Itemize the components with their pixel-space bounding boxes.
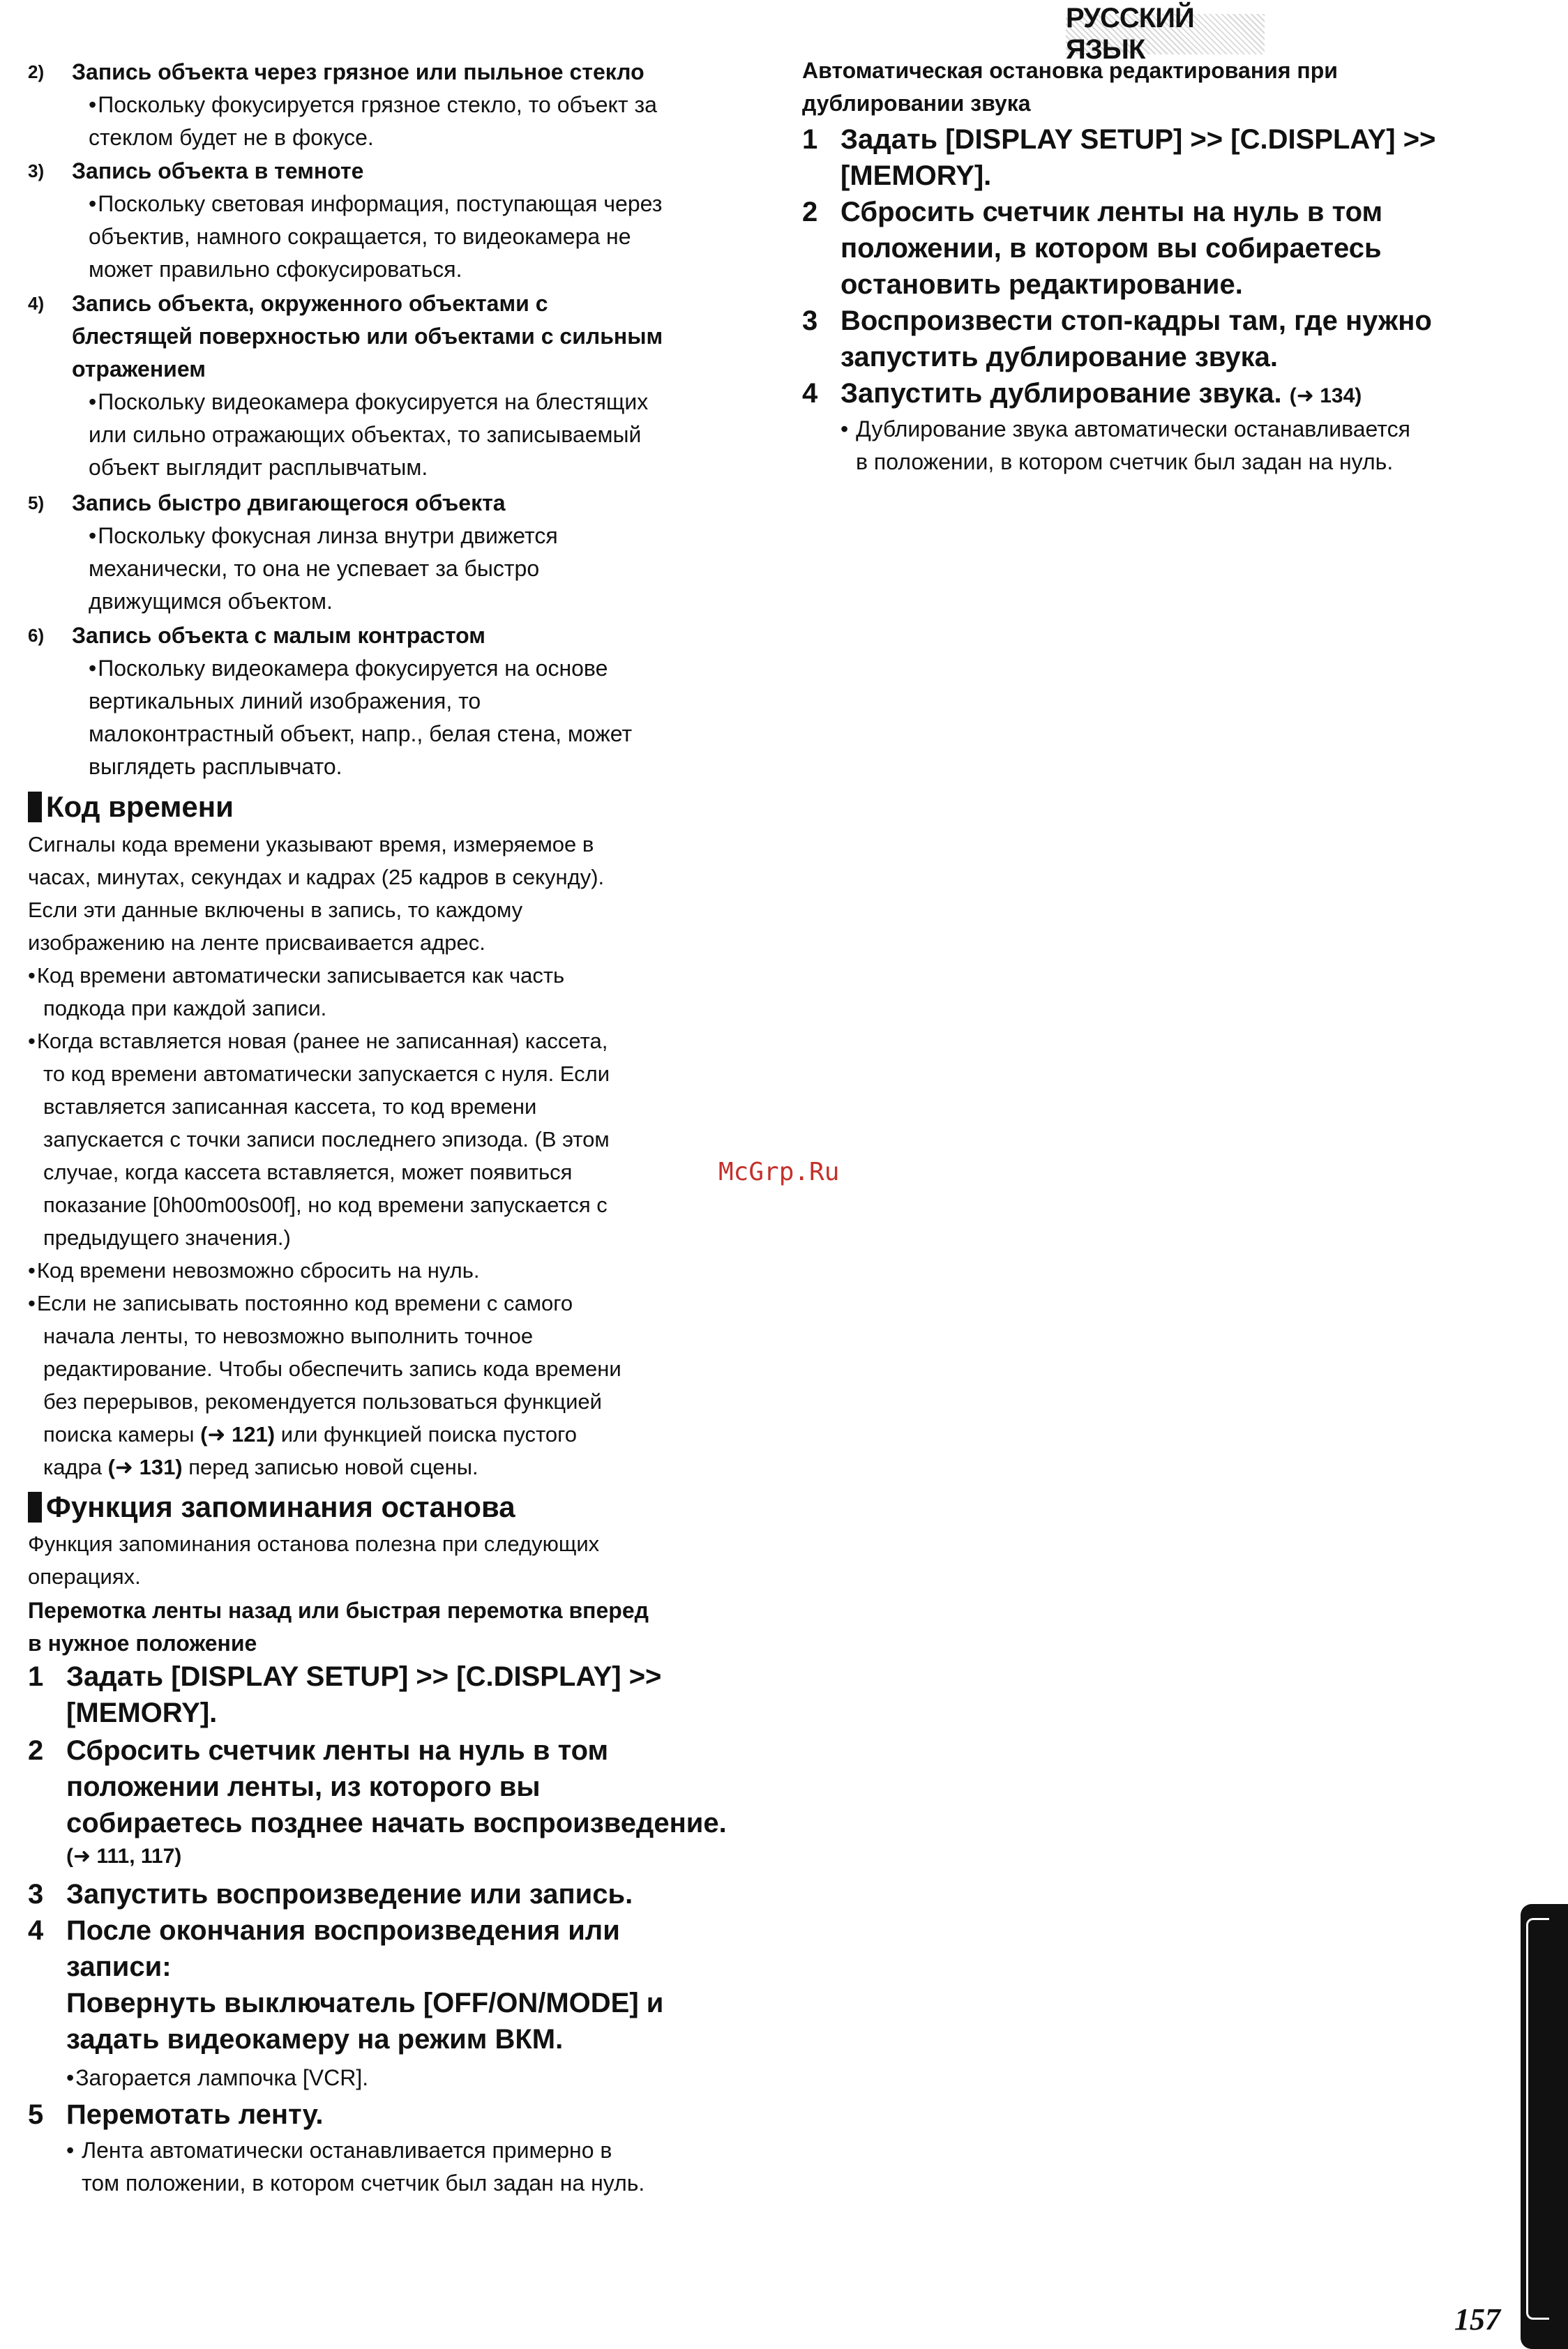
text-line: Сбросить счетчик ленты на нуль в том bbox=[840, 197, 1383, 227]
item-number: 4) bbox=[28, 293, 45, 314]
item-number: 6) bbox=[28, 625, 45, 646]
text-line: изображению на ленте присваивается адрес. bbox=[28, 930, 485, 955]
text-line: или сильно отражающих объектах, то записываемый bbox=[89, 422, 642, 447]
text-line: Перемотка ленты назад или быстрая перемотка вперед bbox=[28, 1598, 649, 1623]
step-number: 4 bbox=[802, 378, 818, 409]
text-line: запускается с точки записи последнего эпизода. (В этом bbox=[43, 1127, 610, 1151]
text-line: Функция запоминания останова полезна при следующих bbox=[28, 1532, 600, 1556]
text-line: положении, в котором вы собираетесь bbox=[840, 233, 1382, 264]
page-reference: (➜ 121) bbox=[200, 1422, 276, 1447]
step-note bbox=[840, 413, 1410, 478]
item-title: Запись быстро двигающегося объекта bbox=[72, 490, 506, 515]
step-note: • Загорается лампочка [VCR]. bbox=[66, 2062, 368, 2094]
heading-text: Код времени bbox=[46, 790, 234, 823]
text-line: показание [0h00m00s00f], но код времени запускается с bbox=[43, 1193, 608, 1217]
text-line: Задать [DISPLAY SETUP] >> [C.DISPLAY] >> bbox=[66, 1661, 662, 1692]
side-tab-border bbox=[1526, 1918, 1549, 2320]
text-line: • Код времени невозможно сбросить на нуль. bbox=[28, 1254, 621, 1287]
step-item bbox=[802, 303, 1432, 375]
item-text bbox=[89, 188, 662, 286]
text-line: Лента автоматически останавливается примерно в bbox=[82, 2138, 612, 2163]
step-text bbox=[840, 303, 1432, 375]
text-line: записи: bbox=[66, 1951, 172, 1982]
page-reference: (➜ 131) bbox=[107, 1455, 183, 1479]
text-line: подкода при каждой записи. bbox=[43, 996, 327, 1020]
step-text bbox=[66, 1876, 633, 1912]
section-heading-timecode bbox=[28, 790, 234, 824]
text-line: Задать [DISPLAY SETUP] >> [C.DISPLAY] >> bbox=[840, 124, 1436, 155]
text-line: том положении, в котором счетчик был задан на нуль. bbox=[82, 2170, 645, 2196]
step-text bbox=[66, 1732, 727, 1872]
list-item bbox=[28, 155, 662, 286]
text-line: Запустить дублирование звука. bbox=[840, 378, 1282, 409]
text-line: Повернуть выключатель [OFF/ON/MODE] и bbox=[66, 1988, 664, 2018]
heading-marker bbox=[28, 792, 42, 822]
page-number: 157 bbox=[1454, 2302, 1500, 2336]
step-item bbox=[28, 2097, 324, 2133]
step-item bbox=[28, 1732, 727, 1872]
text-line: без перерывов, рекомендуется пользоваться функцией bbox=[43, 1389, 602, 1414]
text-fragment: перед записью новой сцены. bbox=[182, 1455, 478, 1479]
list-item bbox=[28, 56, 657, 154]
item-number: 2) bbox=[28, 61, 45, 82]
text-line: • Когда вставляется новая (ранее не записанная) кассета, bbox=[28, 1025, 621, 1057]
text-line: вставляется записанная кассета, то код времени bbox=[43, 1094, 537, 1119]
text-line: в положении, в котором счетчик был задан на нуль. bbox=[856, 449, 1394, 474]
step-number: 3 bbox=[802, 305, 818, 336]
text-line: Перемотать ленту. bbox=[66, 2099, 324, 2130]
step-number: 2 bbox=[28, 1735, 44, 1766]
step-number: 3 bbox=[28, 1879, 44, 1910]
item-text bbox=[89, 652, 632, 783]
language-header: РУССКИЙ ЯЗЫК bbox=[1066, 14, 1265, 54]
list-item bbox=[28, 487, 558, 618]
item-title: Запись объекта в темноте bbox=[72, 158, 364, 183]
text-line: Автоматическая остановка редактирования при bbox=[802, 58, 1338, 83]
text-line: Сбросить счетчик ленты на нуль в том bbox=[66, 1735, 609, 1766]
text-line bbox=[28, 1418, 621, 1451]
text-line: • Если не записывать постоянно код времени с самого bbox=[28, 1287, 621, 1320]
text-line: положении ленты, из которого вы bbox=[66, 1772, 541, 1802]
item-number: 5) bbox=[28, 492, 45, 513]
text-line: Запустить воспроизведение или запись. bbox=[66, 1879, 633, 1910]
text-line: малоконтрастный объект, напр., белая стена, может bbox=[89, 721, 633, 746]
text-line: предыдущего значения.) bbox=[43, 1225, 291, 1250]
text-line: • Код времени автоматически записывается как часть bbox=[28, 959, 621, 992]
title-line: блестящей поверхностью или объектами с сильным bbox=[72, 324, 663, 349]
item-text bbox=[89, 89, 657, 154]
text-line: объект выглядит расплывчатым. bbox=[89, 455, 428, 480]
text-line: запустить дублирование звука. bbox=[840, 342, 1278, 372]
text-line: редактирование. Чтобы обеспечить запись кода времени bbox=[43, 1357, 621, 1381]
step-text bbox=[840, 121, 1435, 194]
step-number: 2 bbox=[802, 197, 818, 227]
item-title: Запись объекта с малым контрастом bbox=[72, 623, 485, 648]
text-line: то код времени автоматически запускается с нуля. Если bbox=[43, 1062, 610, 1086]
item-text bbox=[89, 386, 663, 484]
list-item bbox=[28, 287, 663, 484]
text-line bbox=[28, 1451, 621, 1483]
step-item bbox=[28, 1659, 661, 1731]
text-line: начала ленты, то невозможно выполнить точное bbox=[43, 1324, 534, 1348]
step-item bbox=[802, 375, 1362, 414]
bullet-item bbox=[28, 1254, 621, 1287]
bullet-item bbox=[28, 1287, 621, 1483]
step-number: 5 bbox=[28, 2099, 44, 2130]
step-number: 4 bbox=[28, 1915, 44, 1946]
section-heading-memory bbox=[28, 1490, 515, 1525]
item-title: Запись объекта через грязное или пыльное стекло bbox=[72, 59, 644, 84]
list-item bbox=[28, 619, 632, 783]
heading-marker bbox=[28, 1492, 42, 1523]
text-line: Если эти данные включены в запись, то каждому bbox=[28, 898, 523, 922]
text-line: После окончания воспроизведения или bbox=[66, 1915, 620, 1946]
text-line: движущимся объектом. bbox=[89, 589, 333, 614]
text-line: случае, когда кассета вставляется, может появиться bbox=[43, 1160, 573, 1184]
text-line: операциях. bbox=[28, 1564, 141, 1589]
item-text bbox=[89, 520, 558, 618]
text-line: вертикальных линий изображения, то bbox=[89, 688, 481, 713]
page-reference: (➜ 134) bbox=[1289, 384, 1362, 407]
step-text bbox=[66, 1659, 661, 1731]
text-line: объектив, намного сокращается, то видеокамера не bbox=[89, 224, 631, 249]
text-line: Дублирование звука автоматически останавливается bbox=[856, 416, 1410, 441]
step-text bbox=[66, 1912, 663, 2057]
text-line: механически, то она не успевает за быстро bbox=[89, 556, 540, 581]
audio-dub-subheading bbox=[802, 54, 1338, 120]
text-line: задать видеокамеру на режим ВКМ. bbox=[66, 2024, 564, 2055]
text-line: [MEMORY]. bbox=[66, 1698, 218, 1728]
step-item bbox=[28, 1912, 663, 2057]
text-line: • Поскольку видеокамера фокусируется на блестящих bbox=[89, 386, 663, 418]
memory-intro bbox=[28, 1527, 599, 1593]
item-number: 3) bbox=[28, 160, 45, 181]
step-note bbox=[66, 2134, 644, 2200]
item-title bbox=[72, 287, 663, 386]
text-fragment: кадра bbox=[43, 1455, 108, 1479]
memory-subheading bbox=[28, 1594, 649, 1660]
step-number: 1 bbox=[802, 124, 818, 155]
step-text bbox=[66, 2097, 324, 2133]
bullet-item bbox=[28, 1025, 621, 1254]
step-text bbox=[840, 375, 1362, 414]
step-number: 1 bbox=[28, 1661, 44, 1692]
text-line: • Поскольку световая информация, поступающая через bbox=[89, 188, 662, 220]
text-line: • Поскольку фокусируется грязное стекло, то объект за bbox=[89, 89, 657, 121]
bullet-item bbox=[28, 959, 621, 1025]
text-line: собираетесь позднее начать воспроизведение. bbox=[66, 1808, 727, 1838]
step-item bbox=[802, 194, 1382, 303]
text-line: может правильно сфокусироваться. bbox=[89, 257, 462, 282]
text-line: выглядеть расплывчато. bbox=[89, 754, 342, 779]
step-item bbox=[28, 1876, 633, 1912]
text-line: Воспроизвести стоп-кадры там, где нужно bbox=[840, 305, 1432, 336]
text-line: дублировании звука bbox=[802, 91, 1031, 116]
text-line: Сигналы кода времени указывают время, измеряемое в bbox=[28, 832, 594, 856]
title-line: Запись объекта, окруженного объектами с bbox=[72, 291, 548, 316]
text-line: часах, минутах, секундах и кадрах (25 кадров в секунду). bbox=[28, 865, 605, 889]
text-line: остановить редактирование. bbox=[840, 269, 1243, 300]
text-line: стеклом будет не в фокусе. bbox=[89, 125, 374, 150]
text-line: в нужное положение bbox=[28, 1631, 257, 1656]
text-line: • Поскольку фокусная линза внутри движется bbox=[89, 520, 558, 552]
text-line: • Поскольку видеокамера фокусируется на основе bbox=[89, 652, 632, 685]
timecode-body bbox=[28, 828, 621, 1483]
page-reference: (➜ 111, 117) bbox=[66, 1845, 182, 1868]
title-line: отражением bbox=[72, 356, 206, 382]
watermark: McGrp.Ru bbox=[718, 1158, 840, 1186]
text-line: [MEMORY]. bbox=[840, 160, 992, 191]
heading-text: Функция запоминания останова bbox=[46, 1490, 515, 1523]
step-text bbox=[840, 194, 1382, 303]
step-item bbox=[802, 121, 1435, 194]
text-fragment: поиска камеры bbox=[43, 1422, 201, 1447]
text-fragment: или функцией поиска пустого bbox=[275, 1422, 577, 1447]
